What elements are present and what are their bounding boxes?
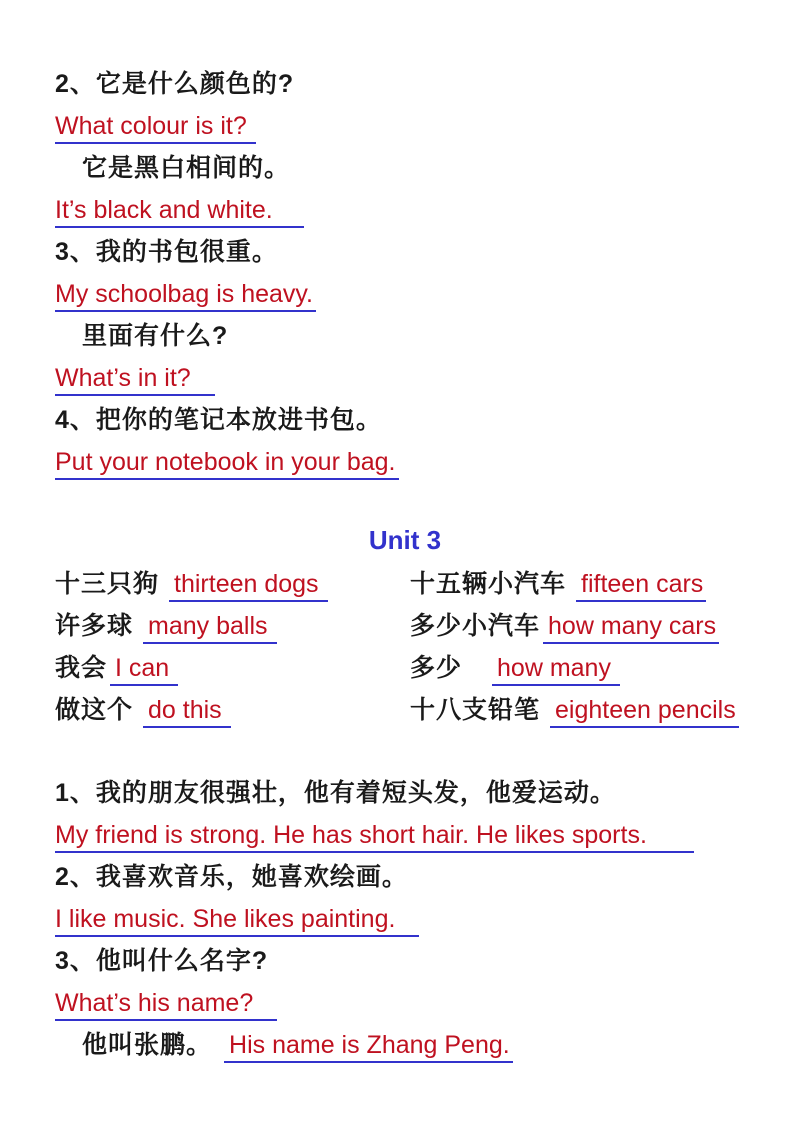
vocab-english: eighteen pencils (550, 695, 739, 728)
english-answer (55, 814, 755, 856)
english-answer (55, 441, 755, 483)
vocab-english: fifteen cars (576, 569, 706, 602)
unit3-sentence-section (55, 772, 755, 1066)
chinese-question (55, 772, 755, 814)
vocab-row (55, 563, 755, 605)
chinese-question (55, 856, 755, 898)
english-answer (55, 273, 755, 315)
english-answer (55, 105, 755, 147)
english-answer-text: My friend is strong. He has short hair. He likes sports. (55, 820, 694, 853)
chinese-question-text: 他叫张鹏。 (82, 1031, 213, 1059)
vocab-english: I can (110, 653, 178, 686)
english-answer (55, 189, 755, 231)
mixed-answer-line (55, 1024, 755, 1066)
chinese-question-text: 2、它是什么颜色的? (55, 70, 295, 98)
unit3-heading: Unit 3 (368, 525, 442, 555)
english-answer (55, 898, 755, 940)
chinese-question (55, 399, 755, 441)
vocab-english: how many (492, 653, 620, 686)
english-answer-text: Put your notebook in your bag. (55, 447, 399, 480)
chinese-question-text: 2、我喜欢音乐，她喜欢绘画。 (55, 863, 408, 891)
chinese-question (55, 315, 755, 357)
chinese-question-text: 它是黑白相间的。 (82, 154, 291, 182)
page-content (55, 63, 755, 1066)
vocab-table (55, 563, 755, 731)
top-translation-section (55, 63, 755, 483)
vocab-cell (410, 647, 620, 689)
vocab-row (55, 605, 755, 647)
english-answer (55, 357, 755, 399)
vocab-chinese: 许多球 (55, 612, 134, 640)
vocab-english: how many cars (543, 611, 719, 644)
chinese-question-text: 3、他叫什么名字? (55, 947, 269, 975)
vocab-chinese: 多少小汽车 (410, 612, 541, 640)
chinese-question-text: 3、我的书包很重。 (55, 238, 278, 266)
english-answer-text: What’s his name? (55, 988, 277, 1021)
vocab-cell (410, 563, 706, 605)
chinese-question (55, 147, 755, 189)
vocab-english: many balls (143, 611, 277, 644)
chinese-question-text: 1、我的朋友很强壮，他有着短头发，他爱运动。 (55, 779, 616, 807)
chinese-question (55, 63, 755, 105)
vocab-chinese: 十五辆小汽车 (410, 570, 567, 598)
english-answer-text: What’s in it? (55, 363, 215, 396)
vocab-chinese: 做这个 (55, 696, 134, 724)
english-answer-text: My schoolbag is heavy. (55, 279, 316, 312)
vocab-row (55, 647, 755, 689)
vocab-cell (55, 605, 410, 647)
vocab-cell (55, 647, 410, 689)
vocab-english: thirteen dogs (169, 569, 328, 602)
english-answer-text: What colour is it? (55, 111, 256, 144)
vocab-cell (55, 689, 410, 731)
vocab-english: do this (143, 695, 231, 728)
chinese-question-text: 里面有什么? (82, 322, 229, 350)
vocab-row (55, 689, 755, 731)
vocab-cell (410, 689, 739, 731)
chinese-question (55, 940, 755, 982)
english-answer-text: His name is Zhang Peng. (224, 1030, 513, 1063)
english-answer-text: It’s black and white. (55, 195, 304, 228)
chinese-question (55, 231, 755, 273)
english-answer-text: I like music. She likes painting. (55, 904, 419, 937)
english-answer (55, 982, 755, 1024)
vocab-chinese: 十三只狗 (55, 570, 160, 598)
vocab-chinese: 多少 (410, 654, 463, 682)
chinese-question-text: 4、把你的笔记本放进书包。 (55, 406, 382, 434)
vocab-chinese: 十八支铅笔 (410, 696, 541, 724)
vocab-cell (410, 605, 719, 647)
vocab-chinese: 我会 (55, 654, 108, 682)
vocab-cell (55, 563, 410, 605)
